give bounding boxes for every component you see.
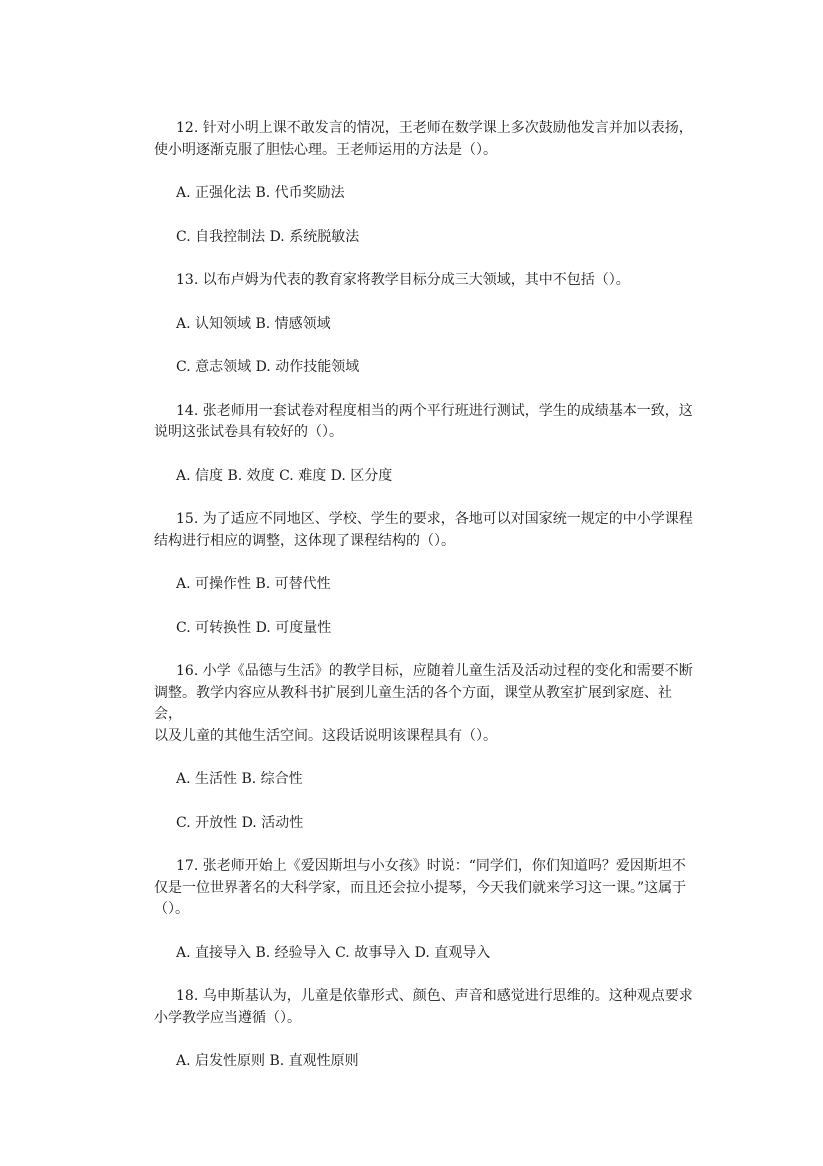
question-gap xyxy=(176,379,694,401)
question-gap xyxy=(176,248,694,270)
option-gap xyxy=(176,444,694,466)
question-stem-line: 14. 张老师用一套试卷对程度相当的两个平行班进行测试，学生的成绩基本一致，这 xyxy=(176,402,693,419)
answer-options-line: C. 意志领域 D. 动作技能领域 xyxy=(176,359,360,375)
question-block xyxy=(154,401,694,444)
option-gap xyxy=(176,292,694,314)
question-list xyxy=(154,118,694,1073)
question-stem-line: 17. 张老师开始上《爱因斯坦与小女孩》时说：“同学们，你们知道吗？爱因斯坦不 xyxy=(176,858,686,874)
question-stem-line: 小学教学应当遵循（）。 xyxy=(154,1009,301,1026)
question-stem-line: （）。 xyxy=(154,901,189,917)
question-gap xyxy=(176,964,694,986)
answer-options-line: C. 开放性 D. 活动性 xyxy=(176,814,304,831)
question-stem-line: 15. 为了适应不同地区、学校、学生的要求，各地可以对国家统一规定的中小学课程 xyxy=(176,511,693,527)
answer-options-line: A. 信度 B. 效度 C. 难度 D. 区分度 xyxy=(176,467,393,484)
option-gap xyxy=(176,161,694,183)
answer-options-line: A. 正强化法 B. 代币奖励法 xyxy=(176,185,345,201)
question-stem-line: 12. 针对小明上课不敢发言的情况，王老师在数学课上多次鼓励他发言并加以表扬， xyxy=(176,120,693,136)
question-gap xyxy=(176,487,694,509)
question-stem-line: 16. 小学《品德与生活》的教学目标，应随着儿童生活及活动过程的变化和需要不断 xyxy=(176,663,693,679)
question-stem-line: 结构进行相应的调整，这体现了课程结构的（）。 xyxy=(154,532,455,549)
question-stem-line: 调整。教学内容应从教科书扩展到儿童生活的各个方面，课堂从教室扩展到家庭、社会， xyxy=(154,684,672,722)
question-stem-line: 仅是一位世界著名的大科学家，而且还会拉小提琴，今天我们就来学习这一课。”这属于 xyxy=(154,879,687,896)
question-block xyxy=(176,270,694,292)
answer-options-line: A. 生活性 B. 综合性 xyxy=(176,771,303,787)
option-gap xyxy=(176,921,694,943)
answer-options-line: A. 认知领域 B. 情感领域 xyxy=(176,315,331,332)
answer-options-line: A. 直接导入 B. 经验导入 C. 故事导入 D. 直观导入 xyxy=(176,944,491,961)
question-block xyxy=(154,986,694,1029)
answer-options-line: C. 自我控制法 D. 系统脱敏法 xyxy=(176,228,360,245)
option-gap xyxy=(176,335,694,357)
question-stem-line: 使小明逐渐克服了胆怯心理。王老师运用的方法是（）。 xyxy=(154,141,497,158)
answer-options-line: A. 可操作性 B. 可替代性 xyxy=(176,576,331,592)
option-gap xyxy=(176,747,694,769)
question-stem-line: 13. 以布卢姆为代表的教育家将教学目标分成三大领域，其中不包括（）。 xyxy=(176,272,630,288)
question-stem-line: 以及儿童的其他生活空间。这段话说明该课程具有（）。 xyxy=(154,727,497,744)
question-stem-line: 18. 乌申斯基认为，儿童是依靠形式、颜色、声音和感觉进行思维的。这种观点要求 xyxy=(176,988,693,1004)
option-gap xyxy=(176,1029,694,1051)
option-gap xyxy=(176,205,694,227)
question-stem-line: 说明这张试卷具有较好的（）。 xyxy=(154,424,343,440)
question-block xyxy=(154,661,694,747)
option-gap xyxy=(176,596,694,618)
question-gap xyxy=(176,639,694,661)
question-block xyxy=(154,509,694,552)
question-block xyxy=(154,856,694,921)
answer-options-line: A. 启发性原则 B. 直观性原则 xyxy=(176,1053,359,1069)
question-gap xyxy=(176,834,694,856)
option-gap xyxy=(176,791,694,813)
answer-options-line: C. 可转换性 D. 可度量性 xyxy=(176,619,332,636)
option-gap xyxy=(176,552,694,574)
question-block xyxy=(154,118,694,161)
